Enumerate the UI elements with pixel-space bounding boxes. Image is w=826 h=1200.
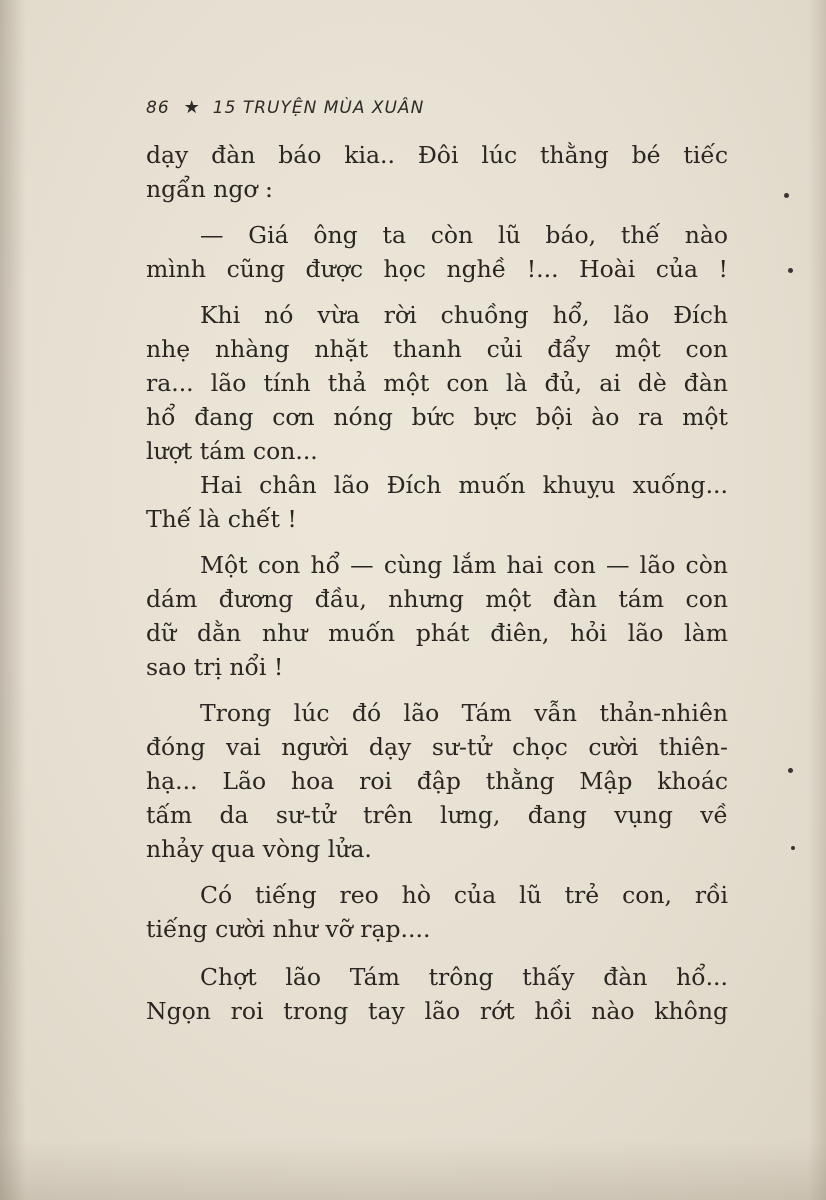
star-icon: ★ [183, 97, 201, 118]
paragraph-gap [146, 684, 728, 696]
page-number: 86 [146, 98, 170, 118]
paragraph-gap [146, 286, 728, 298]
book-title: 15 TRUYỆN MÙA XUÂN [212, 98, 425, 118]
page-edge-shadow [808, 0, 826, 1200]
text-line: hạ... Lão hoa roi đập thằng Mập khoác [146, 767, 728, 795]
text-line: dạy đàn báo kia.. Đôi lúc thằng bé tiếc [146, 141, 728, 169]
text-line: Có tiếng reo hò của lũ trẻ con, rồi [200, 881, 728, 909]
paragraph-gap [146, 866, 728, 878]
text-line: dám đương đầu, nhưng một đàn tám con [146, 585, 728, 613]
text-line: Hai chân lão Đích muốn khuỵu xuống... [200, 471, 728, 499]
text-line: tấm da sư-tử trên lưng, đang vụng về [146, 801, 728, 829]
text-line: ra... lão tính thả một con là đủ, ai dè đàn [146, 369, 728, 397]
text-line: ngẩn ngơ : [146, 175, 273, 203]
text-line: — Giá ông ta còn lũ báo, thế nào [200, 221, 728, 249]
text-line: sao trị nổi ! [146, 653, 284, 681]
text-line: nhảy qua vòng lửa. [146, 835, 372, 863]
text-line: tiếng cười như vỡ rạp.... [146, 915, 431, 943]
running-header [146, 97, 424, 118]
text-line: Một con hổ — cùng lắm hai con — lão còn [200, 551, 728, 579]
text-line: Khi nó vừa rời chuồng hổ, lão Đích [200, 301, 728, 329]
text-line: nhẹ nhàng nhặt thanh củi đẩy một con [146, 335, 728, 363]
paragraph-gap [146, 206, 728, 218]
binding-shadow [0, 0, 26, 1200]
text-line: dữ dằn như muốn phát điên, hỏi lão làm [146, 619, 728, 647]
text-line: Ngọn roi trong tay lão rớt hồi nào không [146, 997, 728, 1025]
paragraph-gap [146, 946, 728, 960]
text-line: mình cũng được học nghề !... Hoài của ! [146, 255, 728, 283]
body-text [146, 138, 728, 1028]
paragraph-gap [146, 536, 728, 548]
text-line: Thế là chết ! [146, 505, 297, 533]
ink-speck [784, 193, 789, 198]
text-line: Chợt lão Tám trông thấy đàn hổ... [200, 963, 728, 991]
ink-speck [788, 268, 793, 273]
text-line: Trong lúc đó lão Tám vẫn thản-nhiên [200, 699, 728, 727]
ink-speck [791, 846, 795, 850]
page-bottom-shade [0, 1140, 826, 1200]
ink-speck [788, 768, 793, 773]
text-line: hổ đang cơn nóng bức bực bội ào ra một [146, 403, 728, 431]
text-line: lượt tám con... [146, 437, 318, 465]
text-line: đóng vai người dạy sư-tử chọc cười thiên- [146, 733, 728, 761]
